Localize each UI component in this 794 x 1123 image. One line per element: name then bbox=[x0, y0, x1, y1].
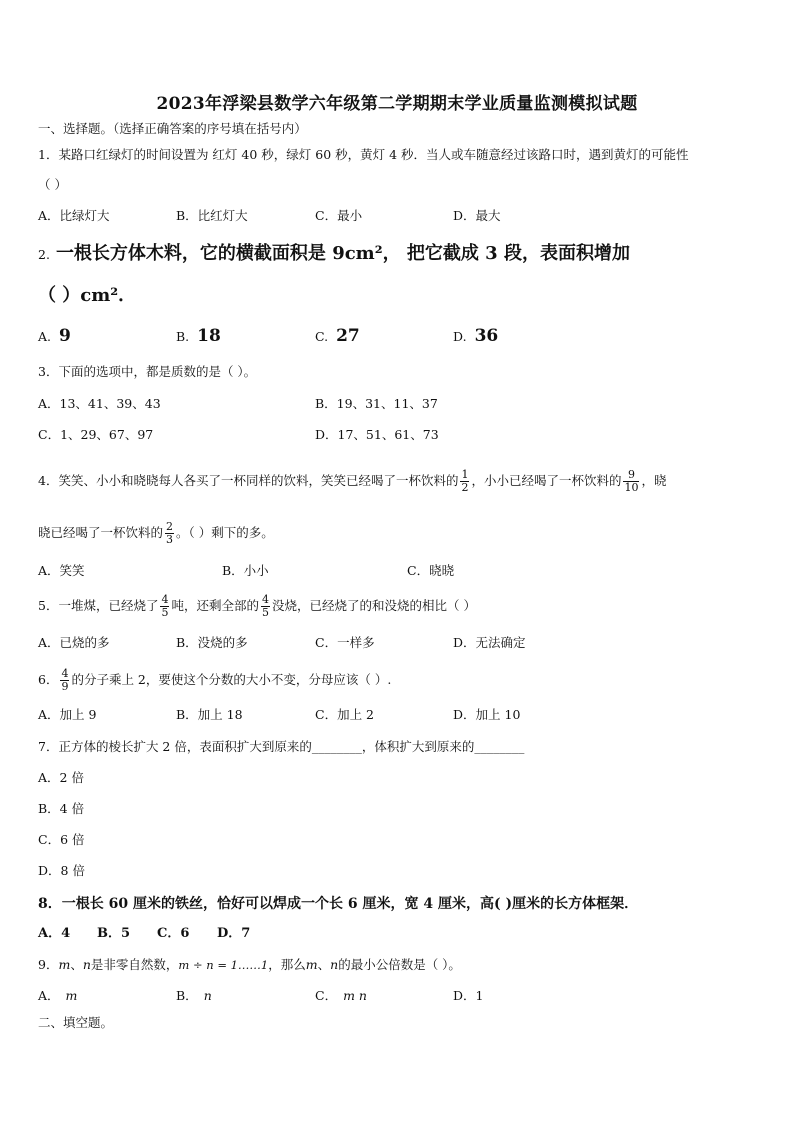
variable-n: n bbox=[82, 957, 91, 972]
question-8-option-d: D．7 bbox=[217, 926, 251, 941]
question-5-option-b: B．没烧的多 bbox=[176, 635, 248, 650]
question-5-option-a: A．已烧的多 bbox=[38, 635, 110, 650]
question-2-blank: （ ）cm²． bbox=[38, 285, 137, 306]
numerator: 1 bbox=[461, 468, 469, 481]
option-value: 9 bbox=[59, 326, 71, 346]
question-9-option-d: D．1 bbox=[453, 988, 484, 1003]
option-value: 18 bbox=[197, 326, 221, 346]
question-6-option-c: C．加上 2 bbox=[315, 707, 374, 722]
variable-n: n bbox=[330, 957, 339, 972]
question-2-text bbox=[38, 243, 630, 266]
option-label: B. bbox=[176, 329, 190, 344]
question-4-option-a: A．笑笑 bbox=[38, 563, 85, 578]
question-7-option-a: A．2 倍 bbox=[38, 770, 84, 785]
question-2-option-a bbox=[38, 328, 71, 345]
question-4-option-b: B．小小 bbox=[222, 563, 269, 578]
numerator: 2 bbox=[166, 520, 174, 533]
question-5-text-b: 吨，还剩全部的 bbox=[171, 598, 259, 613]
denominator: 9 bbox=[61, 680, 69, 693]
option-value: 36 bbox=[474, 326, 499, 346]
question-3-option-c: C．1、29、67、97 bbox=[38, 427, 154, 442]
separator: 、 bbox=[70, 957, 83, 972]
question-9-number: 9． bbox=[38, 957, 59, 972]
question-7-option-d: D．8 倍 bbox=[38, 863, 85, 878]
option-label: A． bbox=[38, 988, 60, 1003]
question-4-line2 bbox=[38, 514, 274, 552]
question-5-text-a: 5．一堆煤，已经烧了 bbox=[38, 598, 159, 613]
question-9-text-c: 的最小公倍数是（ ）。 bbox=[338, 957, 461, 972]
variable-m: m bbox=[305, 957, 318, 972]
numerator: 9 bbox=[627, 468, 635, 481]
question-4-option-c: C．晓晓 bbox=[407, 563, 455, 578]
option-label: A. bbox=[38, 329, 52, 344]
question-1-option-a: A．比绿灯大 bbox=[38, 208, 110, 223]
fraction-nine-tenths bbox=[623, 469, 639, 494]
question-9-option-b bbox=[176, 988, 212, 1004]
question-6-text-a: 的分子乘上 2，要使这个分数的大小不变，分母应该（ ）. bbox=[71, 672, 392, 687]
question-7-text: 7．正方体的棱长扩大 2 倍，表面积扩大到原来的________，体积扩大到原来的________ bbox=[38, 739, 525, 754]
question-2-number: 2. bbox=[38, 247, 50, 262]
separator: 、 bbox=[317, 957, 331, 972]
question-4-text-c: ，晓 bbox=[641, 473, 667, 488]
question-3-text: 3．下面的选项中，都是质数的是（ ）。 bbox=[38, 364, 257, 379]
denominator: 10 bbox=[624, 481, 639, 494]
question-3-option-b: B．19、31、11、37 bbox=[315, 396, 438, 411]
question-9-text bbox=[38, 957, 461, 973]
question-1-text: 1．某路口红绿灯的时间设置为 红灯 40 秒，绿灯 60 秒，黄灯 4 秒．当人或车随意经过该路口时，遇到黄灯的可能性 bbox=[38, 147, 689, 162]
question-7-option-c: C．6 倍 bbox=[38, 832, 85, 847]
question-9-option-a bbox=[38, 988, 77, 1004]
question-1-option-b: B．比红灯大 bbox=[176, 208, 248, 223]
option-label: D. bbox=[453, 329, 467, 344]
page-title: 2023年浮梁县数学六年级第二学期期末学业质量监测模拟试题 bbox=[156, 94, 638, 114]
question-4-text-a: 4．笑笑、小小和晓晓每人各买了一杯同样的饮料，笑笑已经喝了一杯饮料的 bbox=[38, 473, 459, 488]
numerator: 4 bbox=[261, 593, 269, 606]
question-9-text-a: 是非零自然数， bbox=[90, 957, 179, 972]
option-label: C. bbox=[315, 329, 329, 344]
question-4-text-e: 。（ ）剩下的多。 bbox=[176, 525, 274, 540]
fraction-four-fifths bbox=[261, 594, 270, 619]
division-expression: m ÷ n = 1……1 bbox=[178, 958, 269, 972]
option-label: C． bbox=[315, 988, 338, 1003]
denominator: 5 bbox=[261, 606, 269, 619]
question-1-option-c: C．最小 bbox=[315, 208, 363, 223]
variable-m: m bbox=[58, 957, 71, 972]
section-heading-choice: 一、选择题。（选择正确答案的序号填在括号内） bbox=[38, 121, 307, 136]
question-5-option-d: D．无法确定 bbox=[453, 635, 526, 650]
question-2-line1: 一根长方体木料，它的横截面积是 9cm²， 把它截成 3 段，表面积增加 bbox=[55, 243, 630, 264]
question-2-option-b bbox=[176, 328, 221, 345]
question-8-text: 8．一根长 60 厘米的铁丝，恰好可以焊成一个长 6 厘米，宽 4 厘米，高( )厘米的长方体框架． bbox=[38, 896, 639, 912]
denominator: 2 bbox=[461, 481, 469, 494]
option-value: n bbox=[203, 988, 212, 1003]
question-1-blank: （ ） bbox=[38, 177, 67, 192]
question-8-option-b: B．5 bbox=[97, 926, 131, 941]
question-5-option-c: C．一样多 bbox=[315, 635, 375, 650]
question-4-line1 bbox=[38, 462, 667, 500]
question-3-option-a: A．13、41、39、43 bbox=[38, 396, 161, 411]
question-2-option-d bbox=[453, 328, 498, 345]
option-value: 27 bbox=[336, 326, 360, 346]
question-2-option-c bbox=[315, 328, 360, 345]
fraction-four-fifths bbox=[160, 594, 169, 619]
option-label: B． bbox=[176, 988, 198, 1003]
fraction-one-half bbox=[460, 469, 469, 494]
question-8-option-a: A．4 bbox=[38, 926, 71, 941]
option-value: m n bbox=[343, 988, 367, 1003]
numerator: 4 bbox=[161, 593, 169, 606]
question-4-text-d: 晓已经喝了一杯饮料的 bbox=[38, 525, 164, 540]
question-7-option-b: B．4 倍 bbox=[38, 801, 85, 816]
section-heading-fill: 二、填空题。 bbox=[38, 1015, 114, 1030]
question-6-option-b: B．加上 18 bbox=[176, 707, 243, 722]
question-5-text bbox=[38, 588, 476, 624]
question-6-number: 6． bbox=[38, 672, 59, 687]
question-6-option-d: D．加上 10 bbox=[453, 707, 521, 722]
question-1-option-d: D．最大 bbox=[453, 208, 501, 223]
fraction-four-ninths bbox=[60, 668, 69, 693]
question-3-option-d: D．17、51、61、73 bbox=[315, 427, 439, 442]
question-6-option-a: A．加上 9 bbox=[38, 707, 97, 722]
question-9-option-c bbox=[315, 988, 367, 1004]
fraction-two-thirds bbox=[165, 521, 174, 546]
question-8-option-c: C．6 bbox=[157, 926, 190, 941]
option-value: m bbox=[65, 988, 78, 1003]
question-6-text bbox=[38, 661, 391, 699]
question-5-text-c: 没烧，已经烧了的和没烧的相比（ ） bbox=[271, 598, 476, 613]
question-4-text-b: ，小小已经喝了一杯饮料的 bbox=[471, 473, 622, 488]
numerator: 4 bbox=[61, 667, 69, 680]
question-9-text-b: ，那么 bbox=[268, 957, 306, 972]
denominator: 5 bbox=[161, 606, 169, 619]
denominator: 3 bbox=[166, 533, 174, 546]
